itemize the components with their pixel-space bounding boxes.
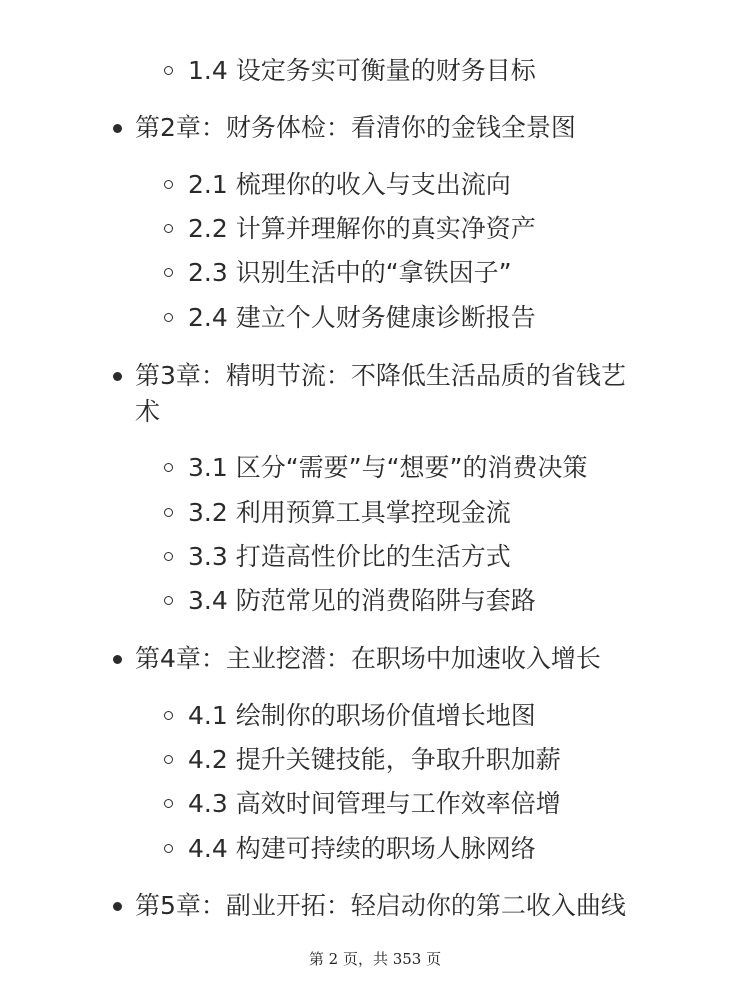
toc-section-3-1[interactable] <box>188 446 588 490</box>
toc-section-4-1[interactable] <box>188 694 536 738</box>
toc-section-2-1[interactable] <box>188 163 511 207</box>
toc-section-4-2[interactable] <box>188 738 561 782</box>
filled-bullet-icon <box>113 902 122 911</box>
toc-section-label: 3.3 打造高性价比的生活方式 <box>188 542 511 571</box>
toc-section-label: 3.4 防范常见的消费陷阱与套路 <box>188 586 536 615</box>
toc-section-3-4[interactable] <box>188 579 536 623</box>
toc-section-label: 3.2 利用预算工具掌控现金流 <box>188 498 511 527</box>
toc-chapter-3-wrap: 术 <box>135 397 161 426</box>
toc-section-label: 4.2 提升关键技能，争取升职加薪 <box>188 745 561 774</box>
toc-section-label: 2.1 梳理你的收入与支出流向 <box>188 170 511 199</box>
toc-section-2-3[interactable] <box>188 251 512 295</box>
toc-section-label: 3.1 区分“需要”与“想要”的消费决策 <box>188 453 588 482</box>
toc-chapter-4[interactable] <box>135 637 601 681</box>
toc-section-3-2[interactable] <box>188 491 511 535</box>
toc-section-label: 2.3 识别生活中的“拿铁因子” <box>188 258 512 287</box>
toc-section-label: 4.4 构建可持续的职场人脉网络 <box>188 834 536 863</box>
toc-section-label: 4.3 高效时间管理与工作效率倍增 <box>188 789 561 818</box>
hollow-bullet-icon <box>164 66 173 75</box>
hollow-bullet-icon <box>164 268 173 277</box>
toc-section-label: 2.2 计算并理解你的真实净资产 <box>188 214 536 243</box>
filled-bullet-icon <box>113 655 122 664</box>
toc-chapter-label: 第4章：主业挖潜：在职场中加速收入增长 <box>135 644 601 673</box>
hollow-bullet-icon <box>164 711 173 720</box>
toc-chapter-3[interactable] <box>135 354 626 398</box>
hollow-bullet-icon <box>164 844 173 853</box>
toc-chapter-label: 第5章：副业开拓：轻启动你的第二收入曲线 <box>135 891 626 920</box>
toc-section-label: 1.4 设定务实可衡量的财务目标 <box>188 56 536 85</box>
toc-section-4-3[interactable] <box>188 782 561 826</box>
toc-section-2-2[interactable] <box>188 207 536 251</box>
hollow-bullet-icon <box>164 552 173 561</box>
toc-chapter-label: 第3章：精明节流：不降低生活品质的省钱艺 <box>135 361 626 390</box>
filled-bullet-icon <box>113 372 122 381</box>
page-number-footer: 第 2 页，共 353 页 <box>308 950 442 968</box>
toc-chapter-5[interactable] <box>135 884 626 928</box>
toc-section-4-4[interactable] <box>188 827 536 871</box>
hollow-bullet-icon <box>164 313 173 322</box>
hollow-bullet-icon <box>164 799 173 808</box>
toc-section-label: 2.4 建立个人财务健康诊断报告 <box>188 303 536 332</box>
toc-section-1-4[interactable] <box>188 49 536 93</box>
toc-section-2-4[interactable] <box>188 296 536 340</box>
hollow-bullet-icon <box>164 755 173 764</box>
hollow-bullet-icon <box>164 596 173 605</box>
toc-chapter-label: 第2章：财务体检：看清你的金钱全景图 <box>135 113 576 142</box>
hollow-bullet-icon <box>164 180 173 189</box>
toc-section-label: 4.1 绘制你的职场价值增长地图 <box>188 701 536 730</box>
toc-section-3-3[interactable] <box>188 535 511 579</box>
filled-bullet-icon <box>113 124 122 133</box>
toc-chapter-2[interactable] <box>135 106 576 150</box>
hollow-bullet-icon <box>164 463 173 472</box>
hollow-bullet-icon <box>164 508 173 517</box>
hollow-bullet-icon <box>164 224 173 233</box>
